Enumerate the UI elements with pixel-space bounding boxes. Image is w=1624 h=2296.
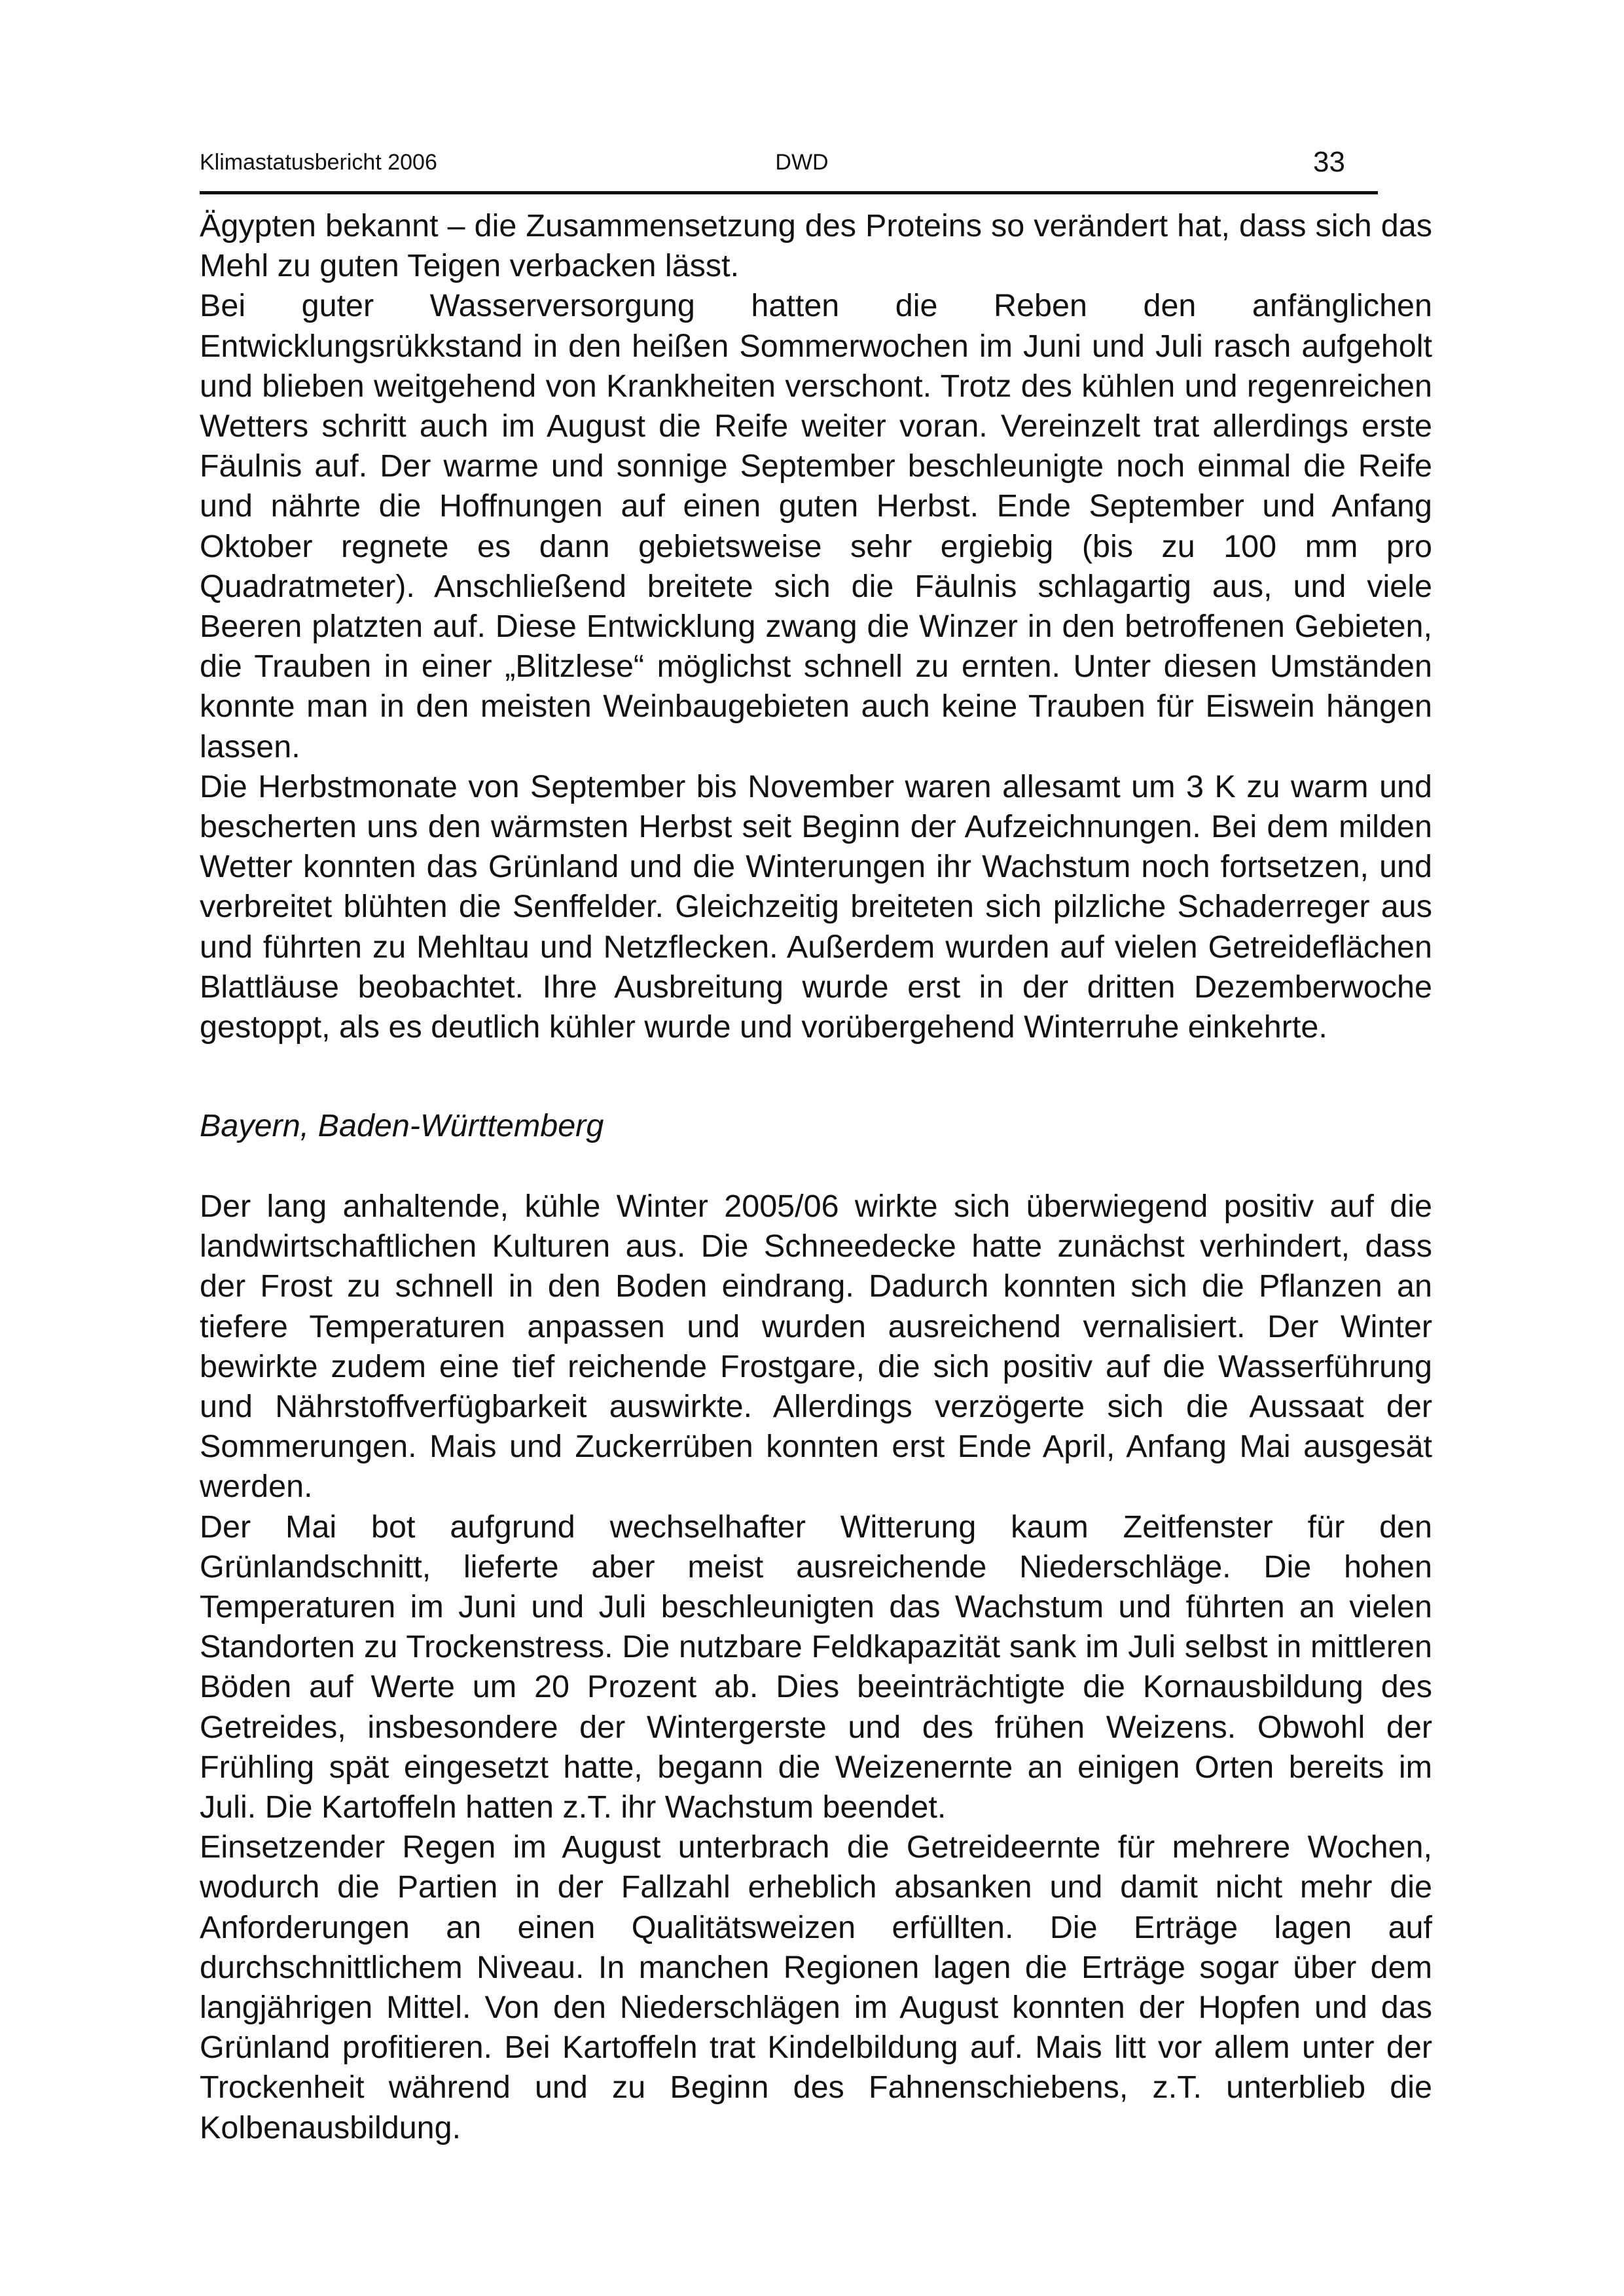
intro-text	[200, 206, 1432, 1047]
paragraph: Die Herbstmonate von September bis November waren allesamt um 3 K zu warm und bescherten uns den wärmsten Herbst seit Beginn der Aufzeichnungen. Bei dem milden Wetter konnten das Grünland und die Winterungen ihr Wachstum noch fortsetzen, und verbreitet blühten die Senffelder. Gleichzeitig breiteten sich pilzliche Schaderreger aus und führten zu Mehltau und Netzflecken. Außerdem wurden auf vielen Getreideflächen Blattläuse beobachtet. Ihre Ausbreitung wurde erst in der dritten Dezemberwoche gestoppt, als es deutlich kühler wurde und vorübergehend Winterruhe einkehrte.	[200, 768, 1432, 1045]
header-divider	[200, 191, 1378, 194]
page-header	[200, 145, 1365, 179]
publisher-label: DWD	[775, 150, 829, 175]
section-heading: Bayern, Baden-Württemberg	[200, 1108, 604, 1143]
page-number: 33	[1313, 146, 1345, 178]
paragraph: Bei guter Wasserversorgung hatten die Reben den anfänglichen Entwicklungsrükkstand in den heißen Sommerwochen im Juni und Juli rasch aufgeholt und blieben weitgehend von Krankheiten verschont. Trotz des kühlen und regenreichen Wetters schritt auch im August die Reife weiter voran. Vereinzelt trat allerdings erste Fäulnis auf. Der warme und sonnige September beschleunigte noch einmal die Reife und nährte die Hoffnungen auf einen guten Herbst. Ende September und Anfang Oktober regnete es dann gebietsweise sehr ergiebig (bis zu 100 mm pro Quadratmeter). Anschließend breitete sich die Fäulnis schlagartig aus, und viele Beeren platzten auf. Diese Entwicklung zwang die Winzer in den betroffenen Gebieten, die Trauben in einer „Blitzlese“ möglichst schnell zu ernten. Unter diesen Umständen konnte man in den meisten Weinbaugebieten auch keine Trauben für Eiswein hängen lassen.	[200, 288, 1432, 764]
paragraph: Der lang anhaltende, kühle Winter 2005/06 wirkte sich überwiegend positiv auf die landwirtschaftlichen Kulturen aus. Die Schneedecke hatte zunächst verhindert, dass der Frost zu schnell in den Boden eindrang. Dadurch konnten sich die Pflanzen an tiefere Temperaturen anpassen und wurden ausreichend vernalisiert. Der Winter bewirkte zudem eine tief reichende Frostgare, die sich positiv auf die Wasserführung und Nährstoffverfügbarkeit auswirkte. Allerdings verzögerte sich die Aussaat der Sommerungen. Mais und Zuckerrüben konnten erst Ende April, Anfang Mai ausgesät werden.	[200, 1189, 1432, 1505]
paragraph: Einsetzender Regen im August unterbrach die Getreideernte für mehrere Wochen, wodurch die Partien in der Fallzahl erheblich absanken und damit nicht mehr die Anforderungen an einen Qualitätsweizen erfüllten. Die Erträge lagen auf durchschnittlichem Niveau. In manchen Regionen lagen die Erträge sogar über dem langjährigen Mittel. Von den Niederschlägen im August konnten der Hopfen und das Grünland profitieren. Bei Kartoffeln trat Kindelbildung auf. Mais litt vor allem unter der Trockenheit während und zu Beginn des Fahnenschiebens, z.T. unterblieb die Kolbenausbildung.	[200, 1829, 1432, 2145]
report-title: Klimastatusbericht 2006	[200, 150, 437, 175]
section-text	[200, 1187, 1432, 2148]
paragraph: Der Mai bot aufgrund wechselhafter Witterung kaum Zeitfenster für den Grünlandschnitt, lieferte aber meist ausreichende Niederschläge. Die hohen Temperaturen im Juni und Juli beschleunigten das Wachstum und führten an vielen Standorten zu Trockenstress. Die nutzbare Feldkapazität sank im Juli selbst in mittleren Böden auf Werte um 20 Prozent ab. Dies beeinträchtigte die Kornausbildung des Getreides, insbesondere der Wintergerste und des frühen Weizens. Obwohl der Frühling spät eingesetzt hatte, begann die Weizenernte an einigen Orten bereits im Juli. Die Kartoffeln hatten z.T. ihr Wachstum beendet.	[200, 1509, 1432, 1825]
paragraph: Ägypten bekannt – die Zusammensetzung des Proteins so verändert hat, dass sich das Mehl zu guten Teigen verbacken lässt.	[200, 208, 1432, 284]
